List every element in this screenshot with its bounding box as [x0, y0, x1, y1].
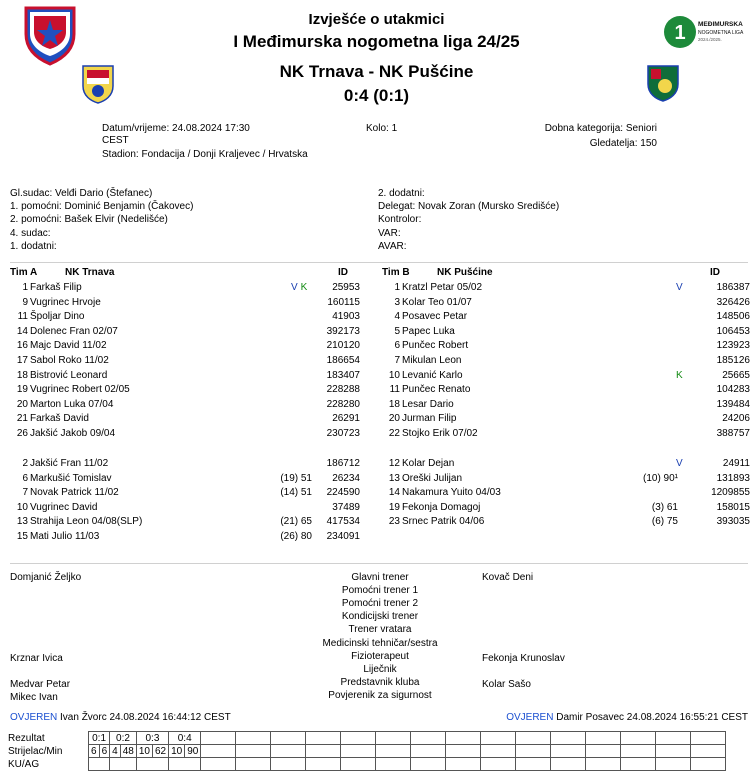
player-name: Levanić Karlo — [402, 369, 463, 381]
player-number: 15 — [16, 531, 28, 542]
player-flags — [676, 281, 686, 294]
player-id: 26291 — [332, 413, 360, 425]
scorer-cell: 10 — [169, 745, 185, 758]
substitution-info: (26) 80 — [280, 531, 312, 542]
team-a-name: NK Trnava — [65, 267, 115, 278]
substitution-info: (19) 51 — [280, 472, 312, 484]
player-id: 148506 — [716, 311, 750, 323]
report-title: Izvješće o utakmici — [308, 11, 445, 28]
spectators: Gledatelja: 150 — [589, 138, 657, 149]
substitution-info: (21) 65 — [280, 516, 312, 528]
player-number: 18 — [16, 369, 28, 381]
scorer-cell: 90 — [185, 745, 201, 758]
player-flags — [676, 369, 686, 382]
scorer-cell: 4 — [110, 745, 121, 758]
scorer-cell: 6 — [99, 745, 110, 758]
player-number: 7 — [22, 487, 28, 499]
official-line: Delegat: Novak Zoran (Mursko Središće) — [378, 201, 560, 213]
player-number: 16 — [16, 340, 28, 352]
player-id: 185126 — [716, 355, 750, 366]
official-line: 2. pomoćni: Bašek Elvir (Nedelišće) — [10, 214, 168, 226]
team-b-label: Tim B — [382, 267, 410, 278]
player-name: Farkaš David — [30, 413, 89, 425]
verification-left — [10, 712, 231, 723]
player-name: Nakamura Yuito 04/03 — [402, 487, 501, 499]
player-id: 392173 — [326, 325, 360, 337]
match-stadium: Stadion: Fondacija / Donji Kraljevec / Hrvatska — [102, 149, 308, 160]
player-id: 123923 — [716, 340, 750, 352]
player-id: 25665 — [722, 369, 750, 381]
player-name: Mati Julio 11/03 — [30, 531, 100, 542]
player-number: 19 — [388, 501, 400, 513]
player-number: 6 — [394, 340, 400, 352]
staff-role-label: Glavni trener — [351, 572, 409, 583]
goalkeeper-flag: V — [676, 282, 683, 293]
team-b-physio: Fekonja Krunoslav — [482, 653, 565, 664]
player-name: Kolar Teo 01/07 — [402, 296, 472, 308]
team-b-name: NK Pušćine — [437, 267, 493, 278]
player-id: 158015 — [716, 501, 750, 513]
scorer-cell: 6 — [89, 745, 100, 758]
player-number: 11 — [17, 311, 28, 323]
player-name: Dolenec Fran 02/07 — [30, 325, 118, 337]
player-number: 13 — [16, 516, 28, 528]
player-number: 17 — [16, 355, 28, 366]
divider-top — [10, 262, 748, 263]
official-line: 1. dodatni: — [10, 240, 57, 252]
player-number: 23 — [388, 516, 400, 528]
team-a-physio: Krznar Ivica — [10, 653, 63, 664]
player-name: Oreški Julijan — [402, 472, 463, 484]
player-number: 22 — [388, 428, 400, 439]
staff-role-label: Kondicijski trener — [341, 611, 419, 623]
ku-ag-label: KU/AG — [8, 758, 40, 770]
player-id: 417534 — [326, 516, 360, 528]
result-cell: 0:4 — [169, 732, 201, 745]
verified-label: OVJEREN — [10, 712, 58, 723]
result-cell: 0:2 — [110, 732, 137, 745]
badge-number: 1 — [674, 22, 686, 44]
player-number: 19 — [16, 384, 28, 396]
staff-role-label: Pomoćni trener 1 — [341, 585, 419, 597]
player-name: Punčec Renato — [402, 384, 471, 396]
official-line: Gl.sudac: Velđi Dario (Štefanec) — [10, 188, 153, 199]
player-name: Posavec Petar — [402, 311, 468, 323]
team-a-label: Tim A — [10, 267, 38, 278]
player-number: 14 — [388, 487, 400, 499]
player-name: Jurman Filip — [402, 413, 457, 425]
player-id: 230723 — [326, 428, 360, 439]
badge-line1: MEĐIMURSKA — [698, 21, 743, 28]
player-number: 9 — [22, 296, 28, 308]
verified-label: OVJEREN — [506, 712, 554, 723]
player-name: Vugrinec Robert 02/05 — [30, 384, 130, 396]
player-number: 6 — [22, 472, 28, 484]
player-id: 24911 — [722, 458, 750, 469]
verification-right — [506, 712, 748, 723]
results-table — [8, 731, 726, 771]
team-b-coach: Kovač Deni — [482, 572, 534, 583]
team-a-president: Medvar Petar — [10, 679, 71, 690]
player-name: Majc David 11/02 — [30, 340, 107, 352]
player-id: 228280 — [326, 398, 360, 410]
substitution-info: (14) 51 — [280, 487, 312, 499]
player-number: 3 — [394, 296, 400, 308]
divider-staff — [10, 563, 748, 564]
player-name: Novak Patrick 11/02 — [30, 487, 119, 499]
scorer-cell: 10 — [136, 745, 152, 758]
player-flags — [676, 457, 686, 470]
team-b-id-header: ID — [710, 267, 720, 278]
player-number: 20 — [388, 413, 400, 425]
official-line: AVAR: — [378, 240, 407, 252]
staff-role-label: Predstavnik kluba — [340, 676, 420, 688]
player-number: 21 — [16, 413, 28, 425]
official-line: VAR: — [378, 227, 401, 239]
player-name: Strahija Leon 04/08(SLP) — [30, 516, 143, 528]
staff-role-label: Fizioterapeut — [351, 650, 409, 662]
player-name: Kratzl Petar 05/02 — [402, 282, 483, 293]
verified-by-home: Ivan Žvorc 24.08.2024 16:44:12 CEST — [60, 712, 231, 723]
player-id: 25953 — [332, 282, 360, 293]
captain-flag: K — [676, 369, 683, 381]
goalkeeper-flag: V — [291, 282, 298, 293]
player-id: 24206 — [722, 413, 750, 425]
player-number: 18 — [388, 398, 400, 410]
badge-line2: NOGOMETNA LIGA — [698, 30, 744, 36]
staff-role-label: Povjerenik za sigurnost — [328, 689, 432, 701]
result-cell: 0:1 — [89, 732, 110, 745]
player-id: 131893 — [716, 472, 750, 484]
player-number: 4 — [394, 311, 400, 323]
player-id: 37489 — [332, 501, 360, 513]
player-id: 139484 — [716, 398, 750, 410]
player-id: 160115 — [327, 296, 360, 308]
result-cell: 0:3 — [136, 732, 168, 745]
player-id: 186712 — [326, 458, 360, 469]
player-number: 26 — [16, 428, 28, 439]
match-datetime: Datum/vrijeme: 24.08.2024 17:30 — [102, 123, 250, 134]
match-round: Kolo: 1 — [366, 123, 398, 134]
staff-role-label: Medicinski tehničar/sestra — [322, 637, 438, 649]
player-id: 388757 — [716, 428, 750, 439]
player-id: 393035 — [716, 516, 750, 528]
player-number: 14 — [16, 325, 28, 337]
captain-flag: K — [300, 282, 308, 293]
age-category: Dobna kategorija: Seniori — [544, 123, 657, 134]
player-number: 10 — [388, 369, 400, 381]
staff-role-label: Pomoćni trener 2 — [341, 598, 419, 610]
results-label: Rezultat — [8, 732, 45, 744]
player-number: 10 — [16, 501, 28, 513]
player-name: Farkaš Filip — [30, 282, 82, 293]
player-id: 234091 — [326, 531, 360, 542]
player-id: 186654 — [326, 355, 360, 366]
player-number: 1 — [22, 282, 28, 293]
official-line: 1. pomoćni: Dominić Benjamin (Čakovec) — [10, 201, 194, 213]
match-score: 0:4 (0:1) — [343, 86, 410, 105]
badge-line3: 2024./2025. — [698, 37, 722, 42]
scorer-label: Strijelac/Min — [8, 745, 63, 757]
player-number: 13 — [388, 472, 400, 484]
player-id: 224590 — [326, 487, 360, 499]
player-id: 106453 — [716, 325, 750, 337]
player-name: Srnec Patrik 04/06 — [402, 516, 485, 528]
player-number: 11 — [389, 384, 400, 396]
player-name: Fekonja Domagoj — [402, 501, 481, 513]
player-id: 183407 — [326, 369, 360, 381]
player-name: Markušić Tomislav — [30, 472, 112, 484]
player-id: 26234 — [332, 472, 360, 484]
official-line: 2. dodatni: — [378, 188, 425, 199]
player-name: Sabol Roko 11/02 — [30, 355, 109, 366]
player-id: 228288 — [326, 384, 360, 396]
player-name: Lesar Dario — [402, 398, 454, 410]
goalkeeper-flag: V — [676, 458, 683, 469]
player-number: 5 — [394, 325, 400, 337]
player-number: 20 — [16, 398, 28, 410]
substitution-info: (10) 90¹ — [642, 472, 678, 484]
player-name: Vugrinec Hrvoje — [30, 296, 101, 308]
player-number: 1 — [394, 282, 400, 293]
official-line: 4. sudac: — [10, 227, 51, 239]
player-id: 104283 — [716, 384, 750, 396]
player-id: 210120 — [326, 340, 360, 352]
player-name: Kolar Dejan — [402, 458, 455, 469]
scorer-cell: 48 — [120, 745, 136, 758]
team-a-security: Mikec Ivan — [10, 692, 58, 703]
player-name: Jakšić Jakob 09/04 — [30, 428, 116, 439]
player-id: 326426 — [716, 296, 750, 308]
substitution-info: (6) 75 — [651, 516, 678, 528]
player-number: 12 — [388, 458, 400, 469]
match-timezone: CEST — [102, 135, 129, 146]
player-name: Marton Luka 07/04 — [30, 398, 114, 410]
verified-by-away: Damir Posavec 24.08.2024 16:55:21 CEST — [556, 712, 748, 723]
staff-role-label: Liječnik — [363, 663, 397, 675]
player-name: Papec Luka — [402, 325, 455, 337]
scorer-cell: 62 — [152, 745, 168, 758]
staff-role-label: Trener vratara — [348, 624, 412, 636]
team-a-id-header: ID — [338, 267, 348, 278]
player-id: 41903 — [332, 311, 360, 323]
team-b-president: Kolar Sašo — [482, 679, 531, 690]
league-title: I Međimurska nogometna liga 24/25 — [233, 32, 520, 51]
player-name: Stojko Erik 07/02 — [402, 428, 478, 439]
team-a-coach: Domjanić Željko — [10, 572, 82, 583]
player-id: 186387 — [716, 282, 750, 293]
player-number: 2 — [22, 458, 28, 469]
substitution-info: (3) 61 — [651, 501, 678, 513]
player-name: Jakšić Fran 11/02 — [30, 458, 109, 469]
match-title: NK Trnava - NK Pušćine — [279, 62, 474, 81]
player-id: 1209855 — [711, 487, 750, 499]
player-name: Bistrović Leonard — [30, 369, 108, 381]
player-name: Vugrinec David — [30, 501, 98, 513]
player-name: Mikulan Leon — [402, 355, 462, 366]
player-number: 7 — [394, 355, 400, 366]
player-name: Špoljar Dino — [30, 311, 85, 323]
official-line: Kontrolor: — [378, 214, 422, 226]
player-name: Punčec Robert — [402, 340, 469, 352]
